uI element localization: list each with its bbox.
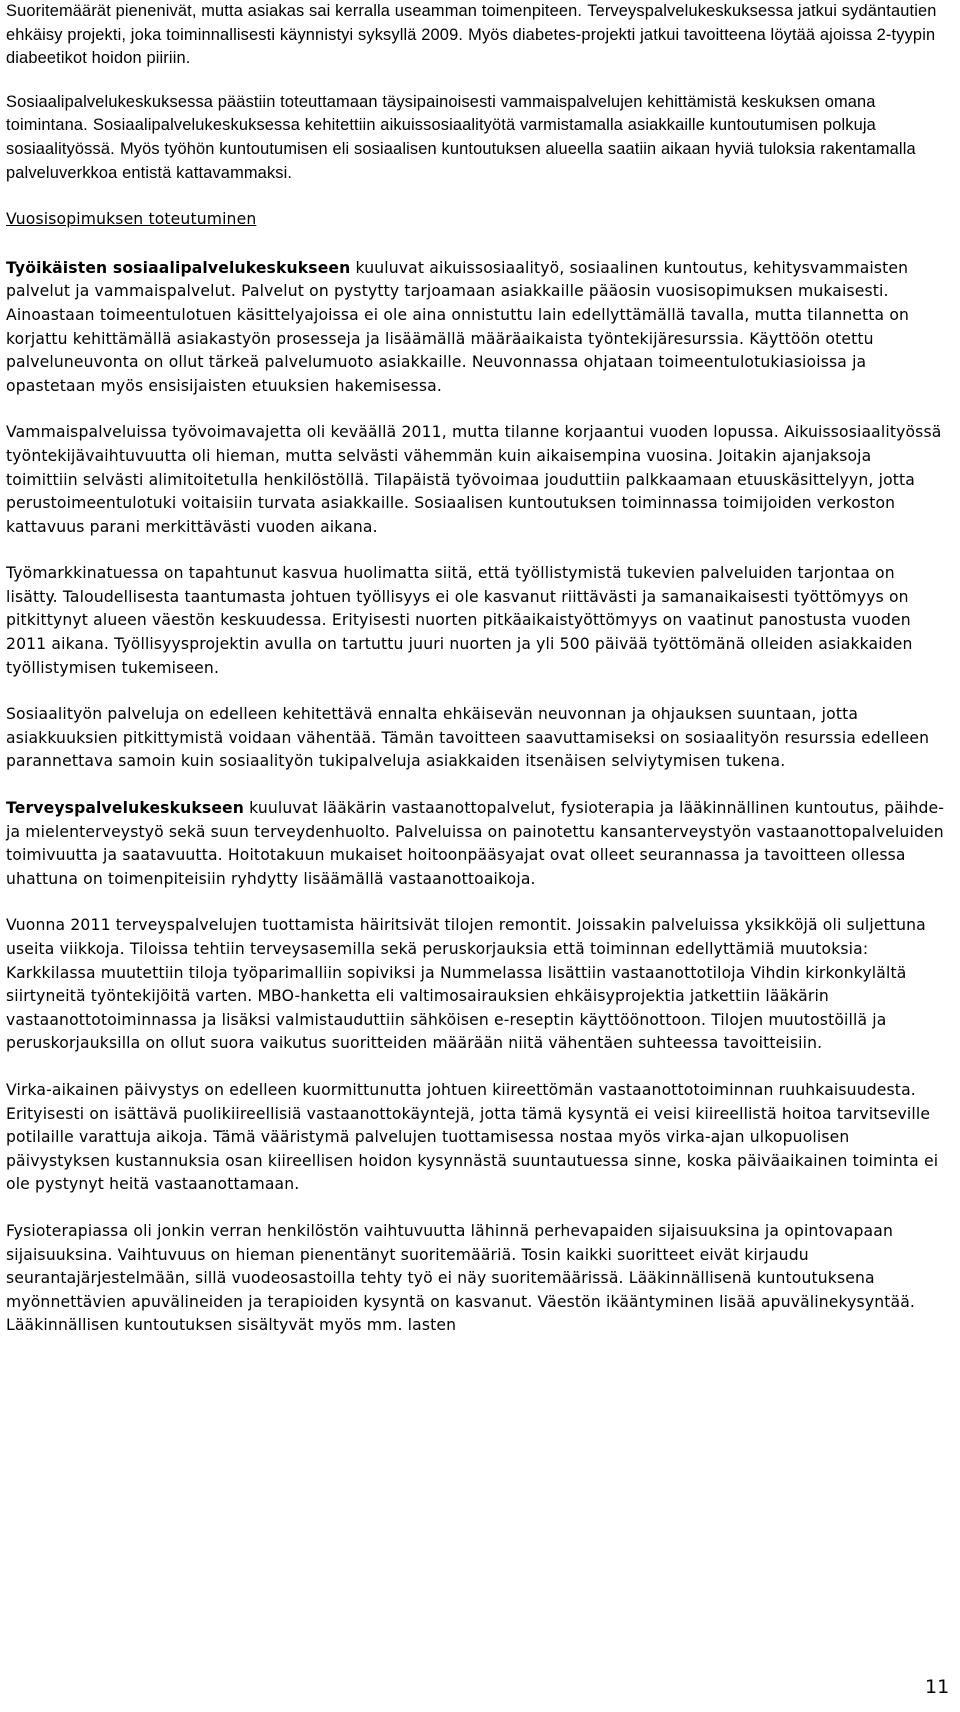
paragraph-2 bbox=[6, 91, 946, 185]
document-page bbox=[6, 0, 946, 1361]
paragraph-4: Vammaispalveluissa työvoimavajetta oli keväällä 2011, mutta tilanne korjaantui vuoden lopussa. Aikuissosiaalityössä työntekijävaihtuvuutta oli hieman, mutta selvästi vähemmän kuin aikaisempina vuosina. Joitakin ajanjaksoja toimittiin selvästi alimitoitetulla henkilöstöllä. Tilapäistä työvoimaa jouduttiin palkkaamaan etuuskäsittelyyn, jotta perustoimeentulotuki voitaisiin turvata asiakkaille. Sosiaalisen kuntoutuksen toiminnassa toimijoiden verkoston kattavuus parani merkittävästi vuoden aikana. bbox=[6, 423, 942, 536]
paragraph-10: Fysioterapiassa oli jonkin verran henkilöstön vaihtuvuutta lähinnä perhevapaiden sijaisuuksina ja opintovapaan sijaisuuksina. Vaihtuvuus on hieman pienentänyt suoritemääriä. Tosin kaikki suoritteet eivät kirjaudu seurantajärjestelmään, sillä vuodeosastoilla tehty työ ei näy suoritemäärissä. Lääkinnällisenä kuntoutuksena myönnettävien apuvälineiden ja terapioiden kysyntä on kasvanut. Väestön ikääntyminen lisää apuvälinekysyntää. Lääkinnällisen kuntoutuksen sisältyvät myös mm. lasten bbox=[6, 1221, 916, 1335]
page-number: 11 bbox=[925, 1676, 950, 1698]
paragraph-1-sentence-2: Terveyspalvelukeskuksessa jatkui sydäntautien ehkäisy projekti, joka toiminnallisesti käynnistyi syksyllä 2009. bbox=[6, 2, 937, 44]
paragraph-5: Työmarkkinatuessa on tapahtunut kasvua huolimatta siitä, että työllistymistä tukevien palveluiden tarjontaa on lisätty. Taloudellisesta taantumasta johtuen työllisyys ei ole kasvanut riittävästi ja samanaikaisesti työttömyys on pitkittynyt alueen väestön keskuudessa. Erityisesti nuorten pitkäaikaistyöttömyys on vaatinut panostusta vuoden 2011 aikana. Työllisyysprojektin avulla on tartuttu juuri nuorten ja yli 500 päivää työttömänä olleiden asiakkaiden työllistymisen tukemiseen. bbox=[6, 564, 913, 677]
paragraph-6: Sosiaalityön palveluja on edelleen kehitettävä ennalta ehkäisevän neuvonnan ja ohjauksen suuntaan, jotta asiakkuuksien pitkittymistä voidaan vähentää. Tämän tavoitteen saavuttamiseksi on sosiaalityön resurssia edelleen parannettava samoin kuin sosiaalityön tukipalveluja asiakkaiden itsenäisen selviytymisen tukena. bbox=[6, 705, 930, 771]
paragraph-8: Vuonna 2011 terveyspalvelujen tuottamista häiritsivät tilojen remontit. Joissakin palveluissa yksikköjä oli suljettuna useita viikkoja. Tiloissa tehtiin terveysasemilla sekä peruskorjauksia että toiminnan edellyttämiä muutoksia: Karkkilassa muutettiin tiloja työparimalliin sopiviksi ja Nummelassa lisättiin vastaanottotiloja Vihdin kirkonkylältä siirtyneitä työntekijöitä varten. MBO-hanketta eli valtimosairauksien ehkäisyprojektia jatkettiin lääkärin vastaanottotoiminnassa ja lisäksi valmistauduttiin sähköisen e-reseptin käyttöönottoon. Tilojen muutostöillä ja peruskorjauksilla on ollut suora vaikutus suoritteiden määrään niitä vähentäen suhteessa tavoitteisiin. bbox=[6, 916, 926, 1053]
paragraph-2-sentence-2: Sosiaalipalvelukeskuksessa kehitettiin aikuissosiaalityötä varmistamalla asiakkaille kuntoutumisen polkuja sosiaalityössä. bbox=[6, 116, 876, 158]
paragraph-1 bbox=[6, 0, 946, 71]
paragraph-7-text: kuuluvat lääkärin vastaanottopalvelut, fysioterapia ja lääkinnällinen kuntoutus, päihde- ja mielenterveystyö sekä suun terveydenhuolto. Palveluissa on painotettu kansanterveystyön vastaanottopalveluiden toimivuutta ja saatavuutta. Hoitotakuun mukaiset hoitoonpääsyajat ovat olleet seurannassa ja tavoitteen ollessa uhattuna on toimenpiteisiin ryhdytty lisäämällä vastaanottoaikoja. bbox=[6, 799, 945, 888]
paragraph-7 bbox=[6, 797, 946, 891]
paragraph-3 bbox=[6, 257, 946, 399]
paragraph-3-bold-term: Työikäisten sosiaalipalvelukeskukseen bbox=[6, 258, 351, 277]
paragraph-2-sentence-3: Myös työhön kuntoutumisen eli sosiaalisen kuntoutuksen alueella saatiin aikaan hyviä tuloksia rakentamalla palveluverkkoa entistä kattavammaksi. bbox=[6, 139, 916, 182]
paragraph-3-text: kuuluvat aikuissosiaalityö, sosiaalinen kuntoutus, kehitysvammaisten palvelut ja vammaispalvelut. Palvelut on pystytty tarjoamaan asiakkaille pääosin vuosisopimuksen mukaisesti. Ainoastaan toimeentulotuen käsittelyajoissa ei ole aina onnistuttu lain edellyttämällä tavalla, mutta tilannetta on korjattu kehittämällä asiakastyön prosesseja ja lisäämällä määräaikaista työntekijäresurssia. Käyttöön otettu palveluneuvonta on ollut tärkeä palvelumuoto asiakkaille. Neuvonnassa ohjataan toimeentulotukiasioissa ja opastetaan myös ensisijaisten etuuksien hakemisessa. bbox=[6, 258, 910, 395]
paragraph-2-sentence-1: Sosiaalipalvelukeskuksessa päästiin toteuttamaan täysipainoisesti vammaispalvelujen kehittämistä keskuksen omana toimintana. bbox=[6, 92, 876, 135]
paragraph-1-sentence-1: Suoritemäärät pienenivät, mutta asiakas sai kerralla useamman toimenpiteen. bbox=[6, 2, 583, 20]
paragraph-9: Virka-aikainen päivystys on edelleen kuormittunutta johtuen kiireettömän vastaanottotoiminnan ruuhkaisuudesta. Erityisesti on isättävä puolikiireellisiä vastaanottokäyntejä, jotta tämä kysyntä ei veisi kiireellistä hoitoa tarvitseville potilaille varattuja aikoja. Tämä vääristymä palvelujen tuottamisessa nostaa myös virka-ajan ulkopuolisen päivystyksen kustannuksia osan kiireellisen hoidon kysynnästä suuntautuessa sinne, koska päiväaikainen toiminta ei ole pystynyt heitä vastaanottamaan. bbox=[6, 1080, 939, 1194]
section-heading: Vuosisopimuksen toteutuminen bbox=[6, 210, 257, 229]
paragraph-1-sentence-3: Myös diabetes-projekti jatkui tavoitteena löytää ajoissa 2-tyypin diabeetikot hoidon piiriin. bbox=[6, 25, 936, 68]
paragraph-7-bold-term: Terveyspalvelukeskukseen bbox=[6, 799, 245, 818]
